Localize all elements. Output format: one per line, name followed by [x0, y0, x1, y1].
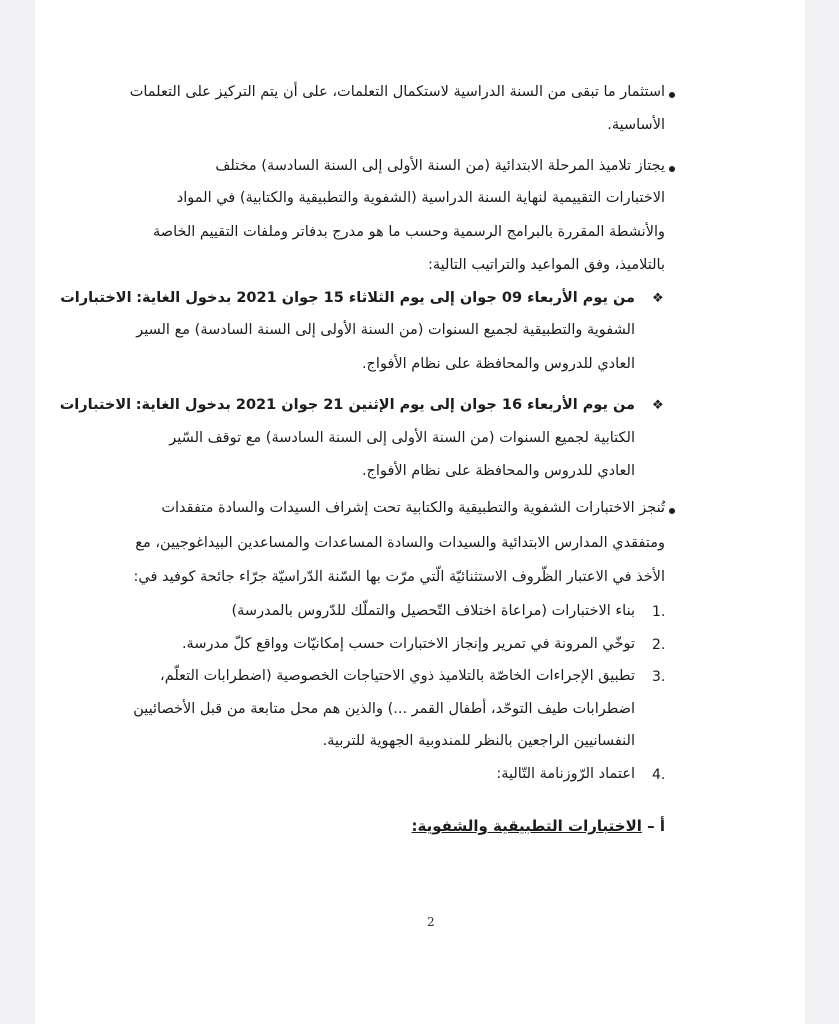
list-number-2: 2.	[652, 637, 666, 653]
section-heading	[412, 817, 665, 835]
document-page	[35, 0, 805, 1024]
section-title: الاختبارات التطبيقية والشفوية:	[411, 817, 642, 835]
diamond-bullet-icon: ❖	[652, 291, 664, 306]
sub2-header	[59, 397, 635, 413]
bullet2-line-1: يجتاز تلاميذ المرحلة الابتدائية (من السنة الأولى إلى السنة السادسة) مختلف	[215, 158, 665, 174]
bullet-dot	[669, 508, 675, 514]
sub1-line-1: الشفوية والتطبيقية لجميع السنوات (من السنة الأولى إلى السنة السادسة) مع السير	[136, 322, 635, 338]
list-number-4: 4.	[652, 767, 666, 783]
bullet3-line-3: الأخذ في الاعتبار الظّروف الاستثنائيّة الّتي مرّت بها السّنة الدّراسيّة جرّاء جائحة كوفيد في:	[133, 569, 665, 585]
sub2-line-2: العادي للدروس والمحافظة على نظام الأفواج.	[361, 463, 635, 479]
list-item-4-line-1: اعتماد الرّوزنامة التّالية:	[496, 766, 635, 782]
sub1-header	[60, 290, 635, 306]
list-number-1: 1.	[652, 604, 666, 620]
sub2-line-1: الكتابية لجميع السنوات (من السنة الأولى إلى السنة السادسة) مع توقف السّير	[169, 430, 635, 446]
sub1-line-2: العادي للدروس والمحافظة على نظام الأفواج.	[361, 356, 635, 372]
sub2-lead: الاختبارات	[59, 397, 132, 413]
list-item-2-line-1: توخّي المرونة في تمرير وإنجاز الاختبارات حسب إمكانيّات وواقع كلّ مدرسة.	[181, 636, 635, 652]
bullet2-line-4: بالتلاميذ، وفق المواعيد والتراتيب التالية:	[428, 257, 665, 273]
bullet2-line-2: الاختبارات التقييمية لنهاية السنة الدراسية (الشفوية والتطبيقية والكتابية) في المواد	[176, 190, 665, 206]
bullet2-line-3: والأنشطة المقررة بالبرامج الرسمية وحسب ما هو مدرج بدفاتر وملفات التقييم الخاصة	[152, 224, 665, 240]
bullet-dot	[669, 166, 675, 172]
list-item-3-line-2: اضطرابات طيف التوحّد، أطفال القمر ...) والذين هم محل متابعة من قبل الأخصائيين	[133, 701, 635, 717]
bullet3-line-2: ومتفقدي المدارس الابتدائية والسيدات والسادة المساعدات والمساعدين البيداغوجيين، مع	[135, 535, 665, 551]
sub2-date-range: من يوم الأربعاء 16 جوان إلى يوم الإثنين 21 جوان 2021 بدخول الغاية:	[135, 397, 635, 413]
sub1-lead: الاختبارات	[60, 290, 132, 306]
list-number-3: 3.	[652, 669, 666, 685]
diamond-bullet-icon: ❖	[652, 398, 664, 413]
bullet1-line-2: الأساسية.	[607, 117, 665, 133]
bullet3-line-1: تُنجز الاختبارات الشفوية والتطبيقية والكتابية تحت إشراف السيدات والسادة متفقدات	[161, 500, 665, 516]
page-number: 2	[427, 915, 435, 929]
bullet1-line-1: استثمار ما تبقى من السنة الدراسية لاستكمال التعلمات، على أن يتم التركيز على التعلمات	[129, 84, 665, 100]
sub1-date-range: من يوم الأربعاء 09 جوان إلى يوم الثلاثاء 15 جوان 2021 بدخول الغاية:	[136, 290, 635, 306]
bullet-dot	[669, 92, 675, 98]
list-item-3-line-3: النفسانيين الراجعين بالنظر للمندوبية الجهوية للتربية.	[322, 733, 635, 749]
section-prefix: أ –	[647, 817, 665, 835]
list-item-1-line-1: بناء الاختبارات (مراعاة اختلاف التّحصيل والتملّك للدّروس بالمدرسة)	[231, 603, 635, 619]
list-item-3-line-1: تطبيق الإجراءات الخاصّة بالتلاميذ ذوي الاحتياجات الخصوصية (اضطرابات التعلّم،	[160, 668, 635, 684]
